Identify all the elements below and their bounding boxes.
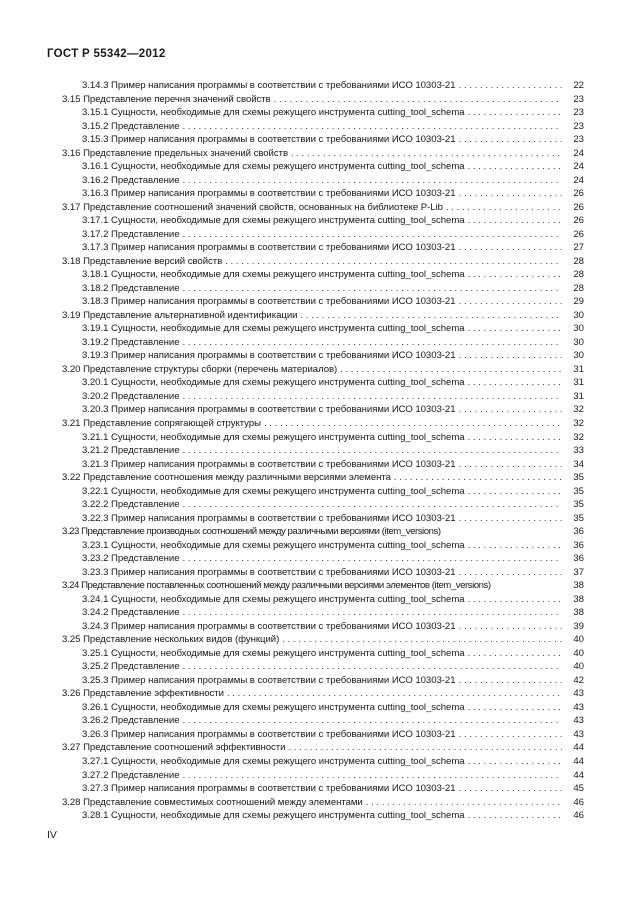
toc-entry-title: 3.25 Представление нескольких видов (функций) <box>62 634 280 645</box>
toc-entry[interactable] <box>82 174 584 187</box>
toc-leader-dots <box>459 674 562 687</box>
toc-leader-dots <box>274 93 562 106</box>
toc-entry[interactable] <box>82 376 584 389</box>
toc-entry-page: 43 <box>573 715 584 726</box>
toc-entry-page: 30 <box>573 323 584 334</box>
toc-entry[interactable] <box>82 295 584 308</box>
toc-entry-page: 35 <box>573 499 584 510</box>
toc-entry-title: 3.15.3 Пример написания программы в соответствии с требованиями ИСО 10303-21 <box>82 134 456 145</box>
document-header: ГОСТ Р 55342—2012 <box>47 48 166 60</box>
toc-entry-title: 3.25.1 Сущности, необходимые для схемы режущего инструмента cutting_tool_schema <box>82 648 465 659</box>
toc-entry[interactable] <box>82 701 584 714</box>
toc-entry-page: 33 <box>573 445 584 456</box>
toc-entry-page: 31 <box>573 377 584 388</box>
toc-entry[interactable] <box>62 687 584 700</box>
toc-entry-title: 3.19 Представление альтернативной идентификации <box>62 310 298 321</box>
toc-leader-dots <box>183 769 562 782</box>
toc-entry-page: 40 <box>573 648 584 659</box>
toc-leader-dots <box>459 403 562 416</box>
toc-leader-dots <box>264 417 562 430</box>
toc-entry-title: 3.18 Представление версий свойств <box>62 256 223 267</box>
toc-entry-title: 3.27 Представление соотношений эффективности <box>62 742 286 753</box>
toc-leader-dots <box>459 782 562 795</box>
toc-entry-page: 35 <box>573 486 584 497</box>
toc-entry[interactable] <box>82 282 584 295</box>
toc-entry[interactable] <box>82 214 584 227</box>
toc-entry[interactable] <box>82 809 584 822</box>
toc-entry[interactable] <box>62 147 584 160</box>
toc-entry-page: 46 <box>573 797 584 808</box>
toc-entry-page: 42 <box>573 675 584 686</box>
toc-entry[interactable] <box>82 714 584 727</box>
toc-entry-title: 3.16.2 Представление <box>82 175 180 186</box>
toc-entry[interactable] <box>82 512 584 525</box>
toc-entry[interactable] <box>82 647 584 660</box>
toc-entry-title: 3.26 Представление эффективности <box>62 688 224 699</box>
toc-entry-title: 3.25.2 Представление <box>82 661 180 672</box>
toc-entry-page: 38 <box>573 580 584 591</box>
toc-entry-page: 26 <box>573 229 584 240</box>
toc-leader-dots <box>291 147 562 160</box>
toc-entry[interactable] <box>62 525 584 538</box>
toc-entry-title: 3.19.3 Пример написания программы в соответствии с требованиями ИСО 10303-21 <box>82 350 456 361</box>
toc-entry-title: 3.23.2 Представление <box>82 553 180 564</box>
toc-entry-page: 43 <box>573 702 584 713</box>
toc-entry-page: 23 <box>573 121 584 132</box>
toc-leader-dots <box>288 741 562 754</box>
toc-leader-dots <box>183 660 562 673</box>
toc-entry[interactable] <box>62 363 584 376</box>
toc-leader-dots <box>225 255 562 268</box>
toc-entry[interactable] <box>82 106 584 119</box>
toc-leader-dots <box>459 620 562 633</box>
toc-entry-title: 3.18.2 Представление <box>82 283 180 294</box>
toc-entry-page: 38 <box>573 607 584 618</box>
toc-entry-title: 3.23.1 Сущности, необходимые для схемы режущего инструмента cutting_tool_schema <box>82 540 465 551</box>
toc-entry-page: 36 <box>573 553 584 564</box>
toc-entry-title: 3.21.3 Пример написания программы в соответствии с требованиями ИСО 10303-21 <box>82 459 456 470</box>
toc-entry[interactable] <box>82 728 584 741</box>
toc-entry[interactable] <box>82 228 584 241</box>
toc-entry-page: 43 <box>573 688 584 699</box>
toc-entry[interactable] <box>82 444 584 457</box>
toc-entry[interactable] <box>62 309 584 322</box>
toc-entry-title: 3.15.1 Сущности, необходимые для схемы режущего инструмента cutting_tool_schema <box>82 107 465 118</box>
toc-entry[interactable] <box>82 160 584 173</box>
toc-entry[interactable] <box>82 674 584 687</box>
toc-leader-dots <box>468 647 562 660</box>
toc-entry-title: 3.26.3 Пример написания программы в соответствии с требованиями ИСО 10303-21 <box>82 729 456 740</box>
toc-entry-page: 36 <box>573 526 584 537</box>
toc-leader-dots <box>183 606 562 619</box>
toc-entry[interactable] <box>82 79 584 92</box>
toc-entry[interactable] <box>82 552 584 565</box>
toc-leader-dots <box>459 133 562 146</box>
toc-entry-page: 46 <box>573 810 584 821</box>
toc-leader-dots <box>459 728 562 741</box>
toc-entry-title: 3.21 Представление сопрягающей структуры <box>62 418 261 429</box>
toc-leader-dots <box>300 309 562 322</box>
toc-entry-title: 3.14.3 Пример написания программы в соответствии с требованиями ИСО 10303-21 <box>82 80 456 91</box>
toc-leader-dots <box>468 539 562 552</box>
toc-entry-title: 3.27.1 Сущности, необходимые для схемы режущего инструмента cutting_tool_schema <box>82 756 465 767</box>
toc-leader-dots <box>227 687 562 700</box>
toc-entry-page: 22 <box>573 80 584 91</box>
toc-entry-page: 26 <box>573 202 584 213</box>
toc-entry[interactable] <box>82 539 584 552</box>
toc-entry-title: 3.27.2 Представление <box>82 770 180 781</box>
toc-entry-title: 3.20.2 Представление <box>82 391 180 402</box>
toc-leader-dots <box>459 295 562 308</box>
toc-entry-title: 3.27.3 Пример написания программы в соответствии с требованиями ИСО 10303-21 <box>82 783 456 794</box>
toc-leader-dots <box>183 174 562 187</box>
toc-entry-page: 24 <box>573 161 584 172</box>
toc-entry-page: 24 <box>573 175 584 186</box>
toc-entry-title: 3.21.2 Представление <box>82 445 180 456</box>
toc-entry-title: 3.22 Представление соотношения между различными версиями элемента <box>62 472 391 483</box>
toc-entry-page: 45 <box>573 783 584 794</box>
toc-leader-dots <box>183 282 562 295</box>
toc-entry-page: 24 <box>573 148 584 159</box>
page-number: IV <box>47 829 57 841</box>
toc-leader-dots <box>468 431 562 444</box>
toc-entry[interactable] <box>82 755 584 768</box>
toc-leader-dots <box>459 79 562 92</box>
toc-entry[interactable] <box>82 660 584 673</box>
toc-entry-page: 40 <box>573 661 584 672</box>
toc-entry-title: 3.19.1 Сущности, необходимые для схемы режущего инструмента cutting_tool_schema <box>82 323 465 334</box>
toc-entry-page: 23 <box>573 134 584 145</box>
toc-entry-page: 28 <box>573 269 584 280</box>
toc-leader-dots <box>183 120 562 133</box>
toc-leader-dots <box>459 566 562 579</box>
toc-entry-title: 3.21.1 Сущности, необходимые для схемы режущего инструмента cutting_tool_schema <box>82 432 465 443</box>
toc-leader-dots <box>183 336 562 349</box>
toc-entry-title: 3.17.2 Представление <box>82 229 180 240</box>
toc-entry[interactable] <box>82 390 584 403</box>
toc-entry-page: 27 <box>573 242 584 253</box>
toc-leader-dots <box>183 498 562 511</box>
toc-entry[interactable] <box>82 403 584 416</box>
toc-leader-dots <box>459 458 562 471</box>
toc-entry-title: 3.24.1 Сущности, необходимые для схемы режущего инструмента cutting_tool_schema <box>82 594 465 605</box>
toc-entry[interactable] <box>82 620 584 633</box>
toc-entry-page: 32 <box>573 404 584 415</box>
toc-entry-page: 30 <box>573 337 584 348</box>
toc-entry-page: 36 <box>573 540 584 551</box>
toc-entry[interactable] <box>82 593 584 606</box>
toc-entry-page: 37 <box>573 567 584 578</box>
toc-entry-page: 44 <box>573 742 584 753</box>
toc-entry-title: 3.22.2 Представление <box>82 499 180 510</box>
toc-entry-title: 3.26.2 Представление <box>82 715 180 726</box>
toc-entry-title: 3.28 Представление совместимых соотношений между элементами <box>62 797 363 808</box>
toc-entry[interactable] <box>82 349 584 362</box>
toc-leader-dots <box>468 701 562 714</box>
toc-leader-dots <box>394 471 562 484</box>
toc-leader-dots <box>366 796 562 809</box>
toc-entry-title: 3.22.1 Сущности, необходимые для схемы режущего инструмента cutting_tool_schema <box>82 486 465 497</box>
toc-entry-page: 31 <box>573 391 584 402</box>
toc-leader-dots <box>459 187 562 200</box>
toc-leader-dots <box>340 363 562 376</box>
toc-entry-page: 34 <box>573 459 584 470</box>
toc-entry[interactable] <box>82 782 584 795</box>
toc-entry-page: 28 <box>573 256 584 267</box>
toc-entry[interactable] <box>82 187 584 200</box>
toc-entry-title: 3.17.3 Пример написания программы в соответствии с требованиями ИСО 10303-21 <box>82 242 456 253</box>
toc-entry-page: 32 <box>573 418 584 429</box>
toc-entry-title: 3.25.3 Пример написания программы в соответствии с требованиями ИСО 10303-21 <box>82 675 456 686</box>
toc-entry-title: 3.20.3 Пример написания программы в соответствии с требованиями ИСО 10303-21 <box>82 404 456 415</box>
toc-entry[interactable] <box>82 268 584 281</box>
toc-entry[interactable] <box>82 120 584 133</box>
toc-leader-dots <box>468 160 562 173</box>
toc-entry[interactable] <box>82 322 584 335</box>
toc-leader-dots <box>459 512 562 525</box>
toc-entry-page: 23 <box>573 94 584 105</box>
toc-entry-page: 30 <box>573 310 584 321</box>
toc-leader-dots <box>446 201 562 214</box>
toc-entry-page: 26 <box>573 215 584 226</box>
toc-entry-title: 3.18.1 Сущности, необходимые для схемы режущего инструмента cutting_tool_schema <box>82 269 465 280</box>
toc-entry[interactable] <box>82 431 584 444</box>
toc-entry-title: 3.18.3 Пример написания программы в соответствии с требованиями ИСО 10303-21 <box>82 296 456 307</box>
toc-entry-title: 3.17 Представление соотношений значений свойств, основанных на библиотеке P-Lib <box>62 202 443 213</box>
toc-entry-title: 3.22.3 Пример написания программы в соответствии с требованиями ИСО 10303-21 <box>82 513 456 524</box>
toc-entry-page: 23 <box>573 107 584 118</box>
toc-leader-dots <box>468 593 562 606</box>
toc-entry-title: 3.15 Представление перечня значений свойств <box>62 94 271 105</box>
toc-leader-dots <box>468 809 562 822</box>
toc-entry-page: 31 <box>573 364 584 375</box>
toc-entry[interactable] <box>62 579 584 592</box>
toc-leader-dots <box>183 390 562 403</box>
toc-entry-page: 40 <box>573 634 584 645</box>
toc-entry[interactable] <box>62 796 584 809</box>
toc-entry-title: 3.16 Представление предельных значений свойств <box>62 148 289 159</box>
toc-entry-title: 3.16.1 Сущности, необходимые для схемы режущего инструмента cutting_tool_schema <box>82 161 465 172</box>
toc-entry-title: 3.23 Представление производных соотношений между различными версиями (item_versions) <box>62 526 441 537</box>
toc-leader-dots <box>468 106 562 119</box>
toc-entry-page: 32 <box>573 432 584 443</box>
toc-leader-dots <box>183 444 562 457</box>
toc-entry-page: 38 <box>573 594 584 605</box>
toc-entry-page: 35 <box>573 472 584 483</box>
toc-entry-page: 43 <box>573 729 584 740</box>
toc-leader-dots <box>183 228 562 241</box>
toc-entry[interactable] <box>82 498 584 511</box>
toc-entry-title: 3.17.1 Сущности, необходимые для схемы режущего инструмента cutting_tool_schema <box>82 215 465 226</box>
toc-entry[interactable] <box>82 336 584 349</box>
toc-entry-title: 3.24 Представление поставленных соотношений между различными версиями элементов (item_versions) <box>62 580 491 591</box>
toc-entry-title: 3.15.2 Представление <box>82 121 180 132</box>
toc-leader-dots <box>468 322 562 335</box>
toc-entry[interactable] <box>82 241 584 254</box>
toc-entry-page: 29 <box>573 296 584 307</box>
toc-entry-title: 3.28.1 Сущности, необходимые для схемы режущего инструмента cutting_tool_schema <box>82 810 465 821</box>
toc-entry[interactable] <box>62 633 584 646</box>
toc-entry[interactable] <box>82 606 584 619</box>
toc-leader-dots <box>183 714 562 727</box>
toc-entry[interactable] <box>82 566 584 579</box>
toc-leader-dots <box>459 349 562 362</box>
toc-entry-page: 35 <box>573 513 584 524</box>
toc-leader-dots <box>468 485 562 498</box>
toc-entry-title: 3.19.2 Представление <box>82 337 180 348</box>
toc-entry-page: 44 <box>573 756 584 767</box>
toc-entry[interactable] <box>62 255 584 268</box>
toc-entry-title: 3.24.3 Пример написания программы в соответствии с требованиями ИСО 10303-21 <box>82 621 456 632</box>
toc-entry-page: 28 <box>573 283 584 294</box>
toc-entry[interactable] <box>82 133 584 146</box>
toc-leader-dots <box>183 552 562 565</box>
toc-entry-title: 3.23.3 Пример написания программы в соответствии с требованиями ИСО 10303-21 <box>82 567 456 578</box>
toc-entry[interactable] <box>62 201 584 214</box>
toc-entry-title: 3.26.1 Сущности, необходимые для схемы режущего инструмента cutting_tool_schema <box>82 702 465 713</box>
toc-entry-page: 39 <box>573 621 584 632</box>
toc-leader-dots <box>468 376 562 389</box>
toc-entry-title: 3.24.2 Представление <box>82 607 180 618</box>
toc-leader-dots <box>459 241 562 254</box>
toc-entry-page: 26 <box>573 188 584 199</box>
toc-entry[interactable] <box>62 93 584 106</box>
toc-entry[interactable] <box>82 485 584 498</box>
toc-entry-page: 44 <box>573 770 584 781</box>
toc-entry[interactable] <box>62 471 584 484</box>
toc-leader-dots <box>468 755 562 768</box>
toc-leader-dots <box>282 633 562 646</box>
toc-entry[interactable] <box>82 769 584 782</box>
toc-entry-title: 3.20 Представление структуры сборки (перечень материалов) <box>62 364 338 375</box>
toc-leader-dots <box>468 268 562 281</box>
toc-entry[interactable] <box>82 458 584 471</box>
toc-entry[interactable] <box>62 417 584 430</box>
toc-entry-page: 30 <box>573 350 584 361</box>
toc-entry[interactable] <box>62 741 584 754</box>
toc-entry-title: 3.20.1 Сущности, необходимые для схемы режущего инструмента cutting_tool_schema <box>82 377 465 388</box>
toc-entry-title: 3.16.3 Пример написания программы в соответствии с требованиями ИСО 10303-21 <box>82 188 456 199</box>
toc-leader-dots <box>468 214 562 227</box>
